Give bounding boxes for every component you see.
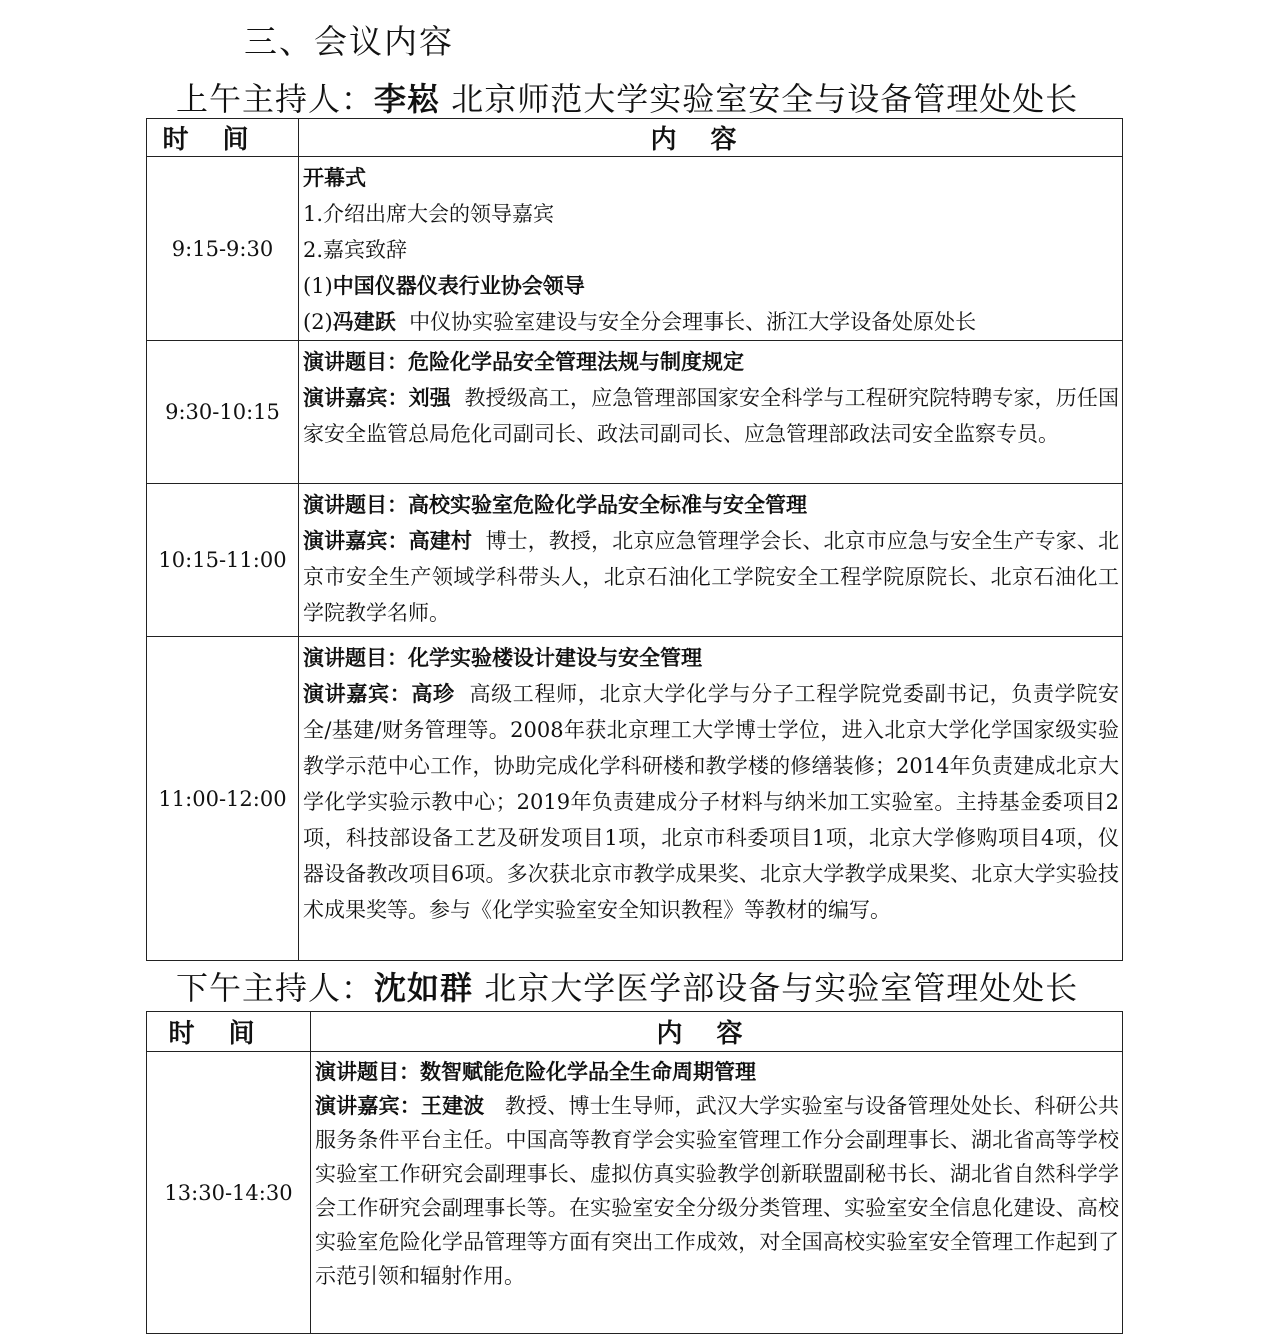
topic-label: 演讲题目： <box>303 350 408 374</box>
section-title: 三、会议内容 <box>244 22 454 61</box>
morning-host-title: 北京师范大学实验室安全与设备管理处处长 <box>451 80 1079 118</box>
row-time: 11:00-12:00 <box>147 637 299 961</box>
row-content <box>299 157 1123 341</box>
row-time: 10:15-11:00 <box>147 484 299 637</box>
agenda-item: 1.介绍出席大会的领导嘉宾 <box>303 202 555 226</box>
afternoon-host-name: 沈如群 <box>374 969 474 1007</box>
speaker-label: 演讲嘉宾： <box>303 529 409 553</box>
sub-item-text: 中国仪器仪表行业协会领导 <box>332 274 585 298</box>
row-content <box>311 1052 1123 1334</box>
afternoon-host-label: 下午主持人： <box>176 969 375 1007</box>
header-content: 内容 <box>311 1012 1123 1052</box>
speaker-name: 刘强 <box>408 386 451 410</box>
header-content: 内容 <box>299 119 1123 157</box>
morning-host-name: 李崧 <box>374 80 441 118</box>
topic-title: 数智赋能危险化学品全生命周期管理 <box>420 1060 756 1084</box>
speaker-label: 演讲嘉宾： <box>315 1094 421 1118</box>
morning-schedule-table <box>146 118 1123 961</box>
speaker-bio: 教授、博士生导师，武汉大学实验室与设备管理处处长、科研公共服务条件平台主任。中国高等教育学会实验室管理工作分会副理事长、湖北省高等学校实验室工作研究会副理事长、虚拟仿真实验教学创新联盟副秘书长、湖北省自然科学学会工作研究会副理事长等。在实验室安全分级分类管理、实验室安全信息化建设、高校实验室危险化学品管理等方面有突出工作成效，对全国高校实验室安全管理工作起到了示范引领和辐射作用。 <box>315 1094 1120 1288</box>
table-row <box>147 157 1123 341</box>
speaker-name: 冯建跃 <box>332 310 396 334</box>
header-time: 时间 <box>147 119 299 157</box>
speaker-name: 王建波 <box>420 1094 485 1118</box>
morning-host-label: 上午主持人： <box>176 80 375 118</box>
speaker-bio: 博士，教授，北京应急管理学会长、北京市应急与安全生产专家、北京市安全生产领域学科带头人，北京石油化工学院安全工程学院原院长、北京石油化工学院教学名师。 <box>303 529 1120 625</box>
speaker-label: 演讲嘉宾： <box>303 682 412 706</box>
sub-item-number: (2) <box>303 310 333 334</box>
speaker-label: 演讲嘉宾： <box>303 386 409 410</box>
row-content <box>299 484 1123 637</box>
header-time: 时间 <box>147 1012 311 1052</box>
table-header-row <box>147 119 1123 157</box>
topic-title: 高校实验室危险化学品安全标准与安全管理 <box>408 493 807 517</box>
speaker-bio: 教授级高工，应急管理部国家安全科学与工程研究院特聘专家，历任国家安全监管总局危化司副司长、政法司副司长、应急管理部政法司安全监察专员。 <box>303 386 1120 446</box>
table-header-row <box>147 1012 1123 1052</box>
row-time: 9:30-10:15 <box>147 341 299 484</box>
morning-host <box>176 78 1126 120</box>
agenda-item: 2.嘉宾致辞 <box>303 238 408 262</box>
opening-label: 开幕式 <box>303 166 366 190</box>
row-content <box>299 637 1123 961</box>
topic-title: 化学实验楼设计建设与安全管理 <box>408 646 702 670</box>
topic-title: 危险化学品安全管理法规与制度规定 <box>408 350 744 374</box>
row-time: 13:30-14:30 <box>147 1052 311 1334</box>
speaker-name: 高建村 <box>408 529 472 553</box>
topic-label: 演讲题目： <box>315 1060 420 1084</box>
afternoon-host <box>176 967 1126 1009</box>
table-row <box>147 341 1123 484</box>
speaker-name: 高珍 <box>411 682 455 706</box>
row-time: 9:15-9:30 <box>147 157 299 341</box>
topic-label: 演讲题目： <box>303 493 408 517</box>
speaker-bio: 高级工程师，北京大学化学与分子工程学院党委副书记，负责学院安全/基建/财务管理等。2008年获北京理工大学博士学位，进入北京大学化学国家级实验教学示范中心工作，协助完成化学科研楼和教学楼的修缮装修；2014年负责建成北京大学化学实验示教中心；2019年负责建成分子材料与纳米加工实验室。主持基金委项目2项，科技部设备工艺及研发项目1项，北京市科委项目1项，北京大学修购项目4项，仪器设备教改项目6项。多次获北京市教学成果奖、北京大学教学成果奖、北京大学实验技术成果奖等。参与《化学实验室安全知识教程》等教材的编写。 <box>303 682 1120 922</box>
afternoon-schedule-table <box>146 1011 1123 1334</box>
row-content <box>299 341 1123 484</box>
sub-item-number: (1) <box>303 274 333 298</box>
topic-label: 演讲题目： <box>303 646 408 670</box>
table-row <box>147 1052 1123 1334</box>
afternoon-host-title: 北京大学医学部设备与实验室管理处处长 <box>484 969 1079 1007</box>
table-row <box>147 484 1123 637</box>
speaker-bio: 中仪协实验室建设与安全分会理事长、浙江大学设备处原处长 <box>409 310 977 334</box>
table-row <box>147 637 1123 961</box>
